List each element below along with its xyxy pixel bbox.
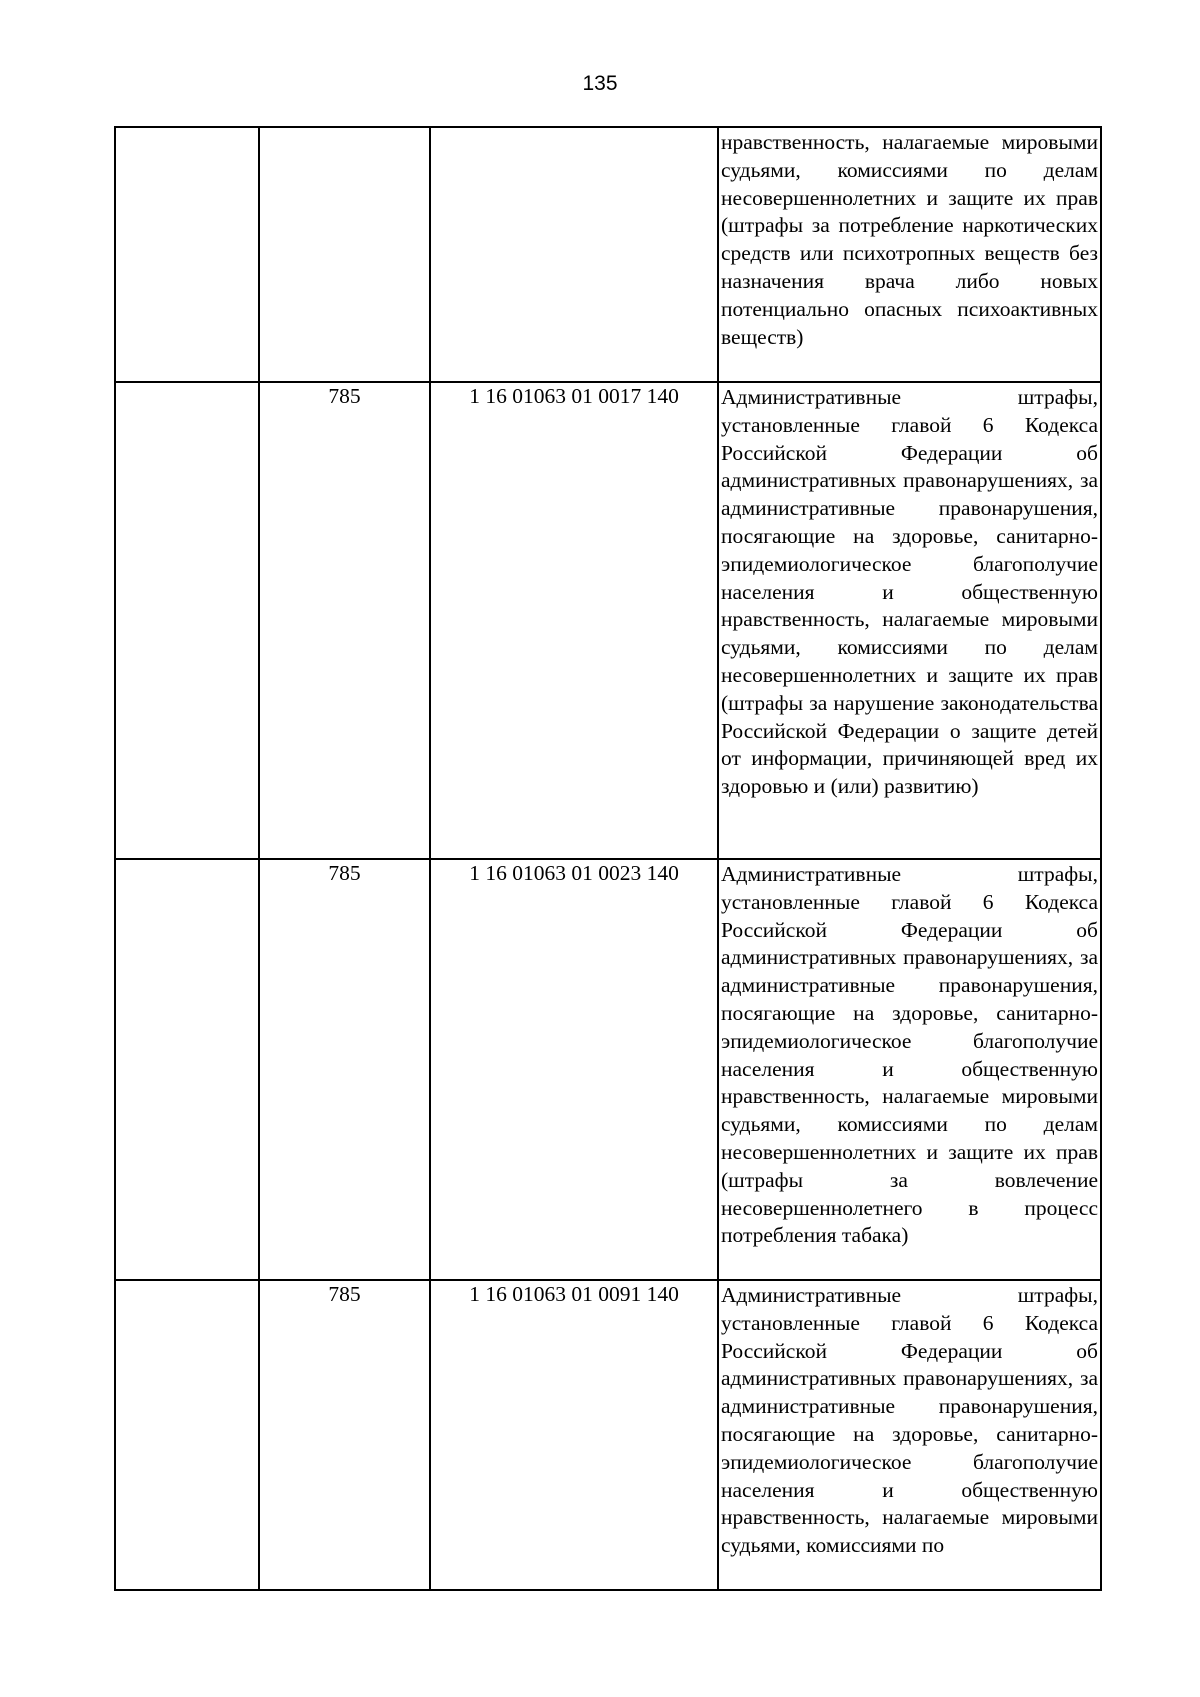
description-cell: Административные штрафы, установленные главой 6 Кодекса Российской Федерации об административных правонарушениях, за административные правонарушения, посягающие на здоровье, санитарно-эпидемиологическое благополучие населения и общественную нравственность, налагаемые мировыми судьями, комиссиями по делам несовершеннолетних и защите их прав (штрафы за нарушение законодательства Российской Федерации о защите детей от информации, причиняющей вред их здоровью и (или) развитию) [718, 382, 1101, 859]
table-cell-empty [115, 859, 259, 1280]
budget-code-cell: 1 16 01063 01 0017 140 [430, 382, 718, 859]
description-cell: Административные штрафы, установленные главой 6 Кодекса Российской Федерации об административных правонарушениях, за административные правонарушения, посягающие на здоровье, санитарно-эпидемиологическое благополучие населения и общественную нравственность, налагаемые мировыми судьями, комиссиями по [718, 1280, 1101, 1590]
admin-code-cell: 785 [259, 859, 430, 1280]
budget-code-cell: 1 16 01063 01 0091 140 [430, 1280, 718, 1590]
table-row [115, 859, 1101, 1280]
table-cell-empty [115, 382, 259, 859]
description-cell: Административные штрафы, установленные главой 6 Кодекса Российской Федерации об административных правонарушениях, за административные правонарушения, посягающие на здоровье, санитарно-эпидемиологическое благополучие населения и общественную нравственность, налагаемые мировыми судьями, комиссиями по делам несовершеннолетних и защите их прав (штрафы за вовлечение несовершеннолетнего в процесс потребления табака) [718, 859, 1101, 1280]
budget-code-cell: 1 16 01063 01 0023 140 [430, 859, 718, 1280]
description-cell: нравственность, налагаемые мировыми судьями, комиссиями по делам несовершеннолетних и защите их прав (штрафы за потребление наркотических средств или психотропных веществ без назначения врача либо новых потенциально опасных психоактивных веществ) [718, 127, 1101, 382]
table-cell-empty [115, 127, 259, 382]
table-row [115, 1280, 1101, 1590]
table-row [115, 382, 1101, 859]
table-row [115, 127, 1101, 382]
table-cell-empty [115, 1280, 259, 1590]
page-number: 135 [582, 72, 618, 95]
admin-code-cell: 785 [259, 1280, 430, 1590]
admin-code-cell [259, 127, 430, 382]
revenue-classification-table [114, 126, 1102, 1591]
budget-code-cell [430, 127, 718, 382]
admin-code-cell: 785 [259, 382, 430, 859]
